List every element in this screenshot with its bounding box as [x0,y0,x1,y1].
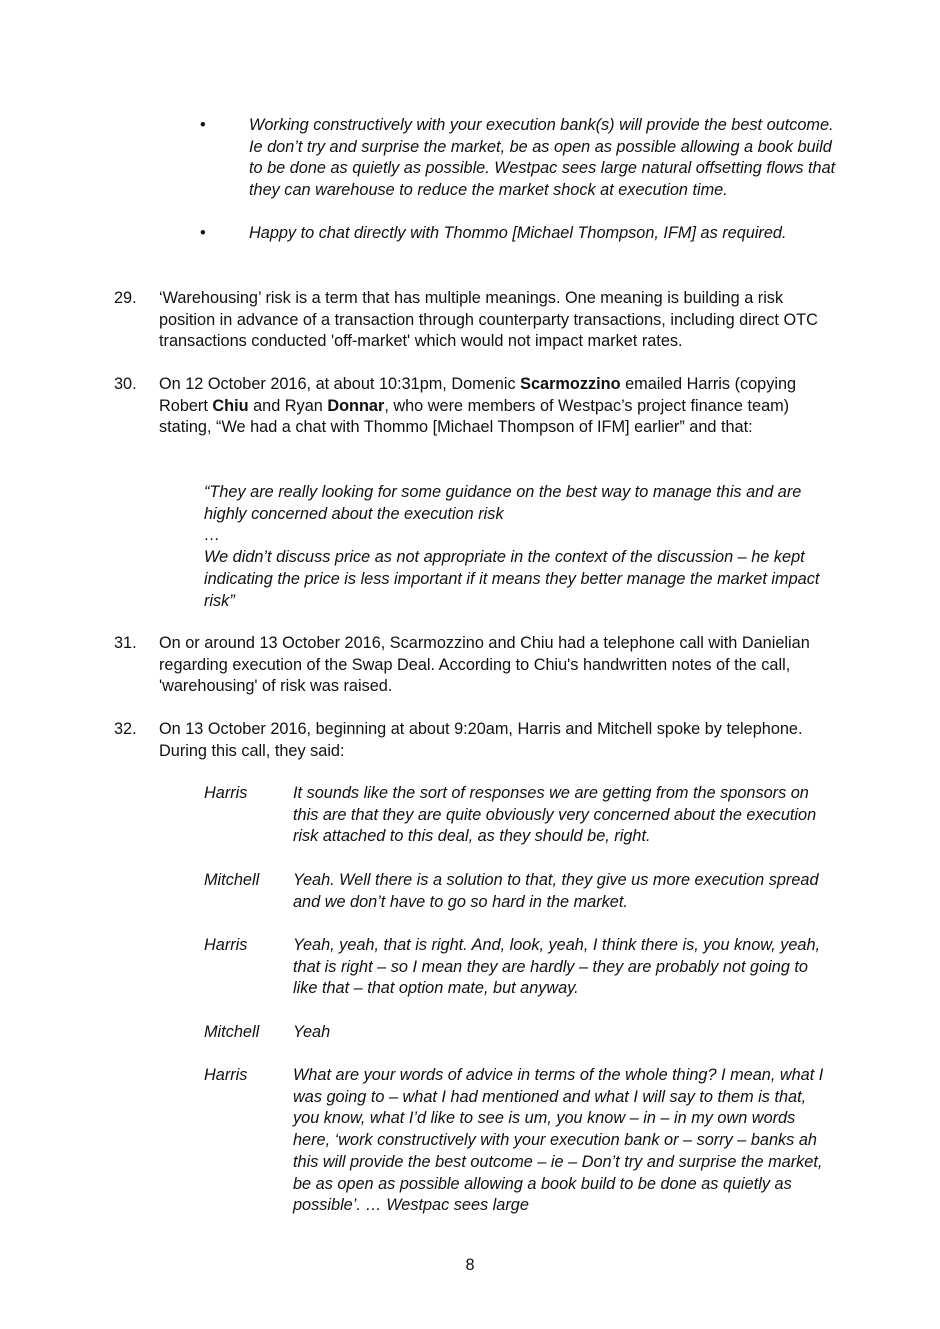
bold-name: Scarmozzino [520,375,621,393]
text-run: On 12 October 2016, at about 10:31pm, Domenic [159,375,521,393]
paragraph-text [159,374,834,439]
paragraph-text: ‘Warehousing’ risk is a term that has multiple meanings. One meaning is building a risk position in advance of a transaction through counterparty transactions, including direct OTC transactions conducted 'off-market' which would not impact market rates. [159,289,818,351]
speaker-name: Harris [204,784,248,802]
text-run: emailed Harris (copying Robert [159,375,797,415]
utterance: What are your words of advice in terms of the whole thing? I mean, what I was going to – what I had mentioned and what I will say to them is that, you know, what I’d like to see is um, you know – in – in my own words here, ‘work constructively with your execution bank or – sorry – banks ah this will provide the best outcome – ie – Don’t try and surprise the market, be as open as possible allowing a book build to be done as quietly as possible’. … Westpac sees large [293,1066,824,1215]
paragraph-32 [114,719,834,762]
transcript-turn [204,870,834,913]
bold-name: Chiu [212,396,249,415]
utterance: Yeah [293,1022,331,1041]
bullet-symbol: • [200,116,206,134]
bullet-item [200,115,840,202]
speaker-name: Mitchell [204,870,260,889]
transcript-turn [204,783,834,848]
paragraph-number: 32. [114,720,137,738]
paragraph-31 [114,633,834,698]
paragraph-number: 30. [114,375,137,393]
quote-line: We didn’t discuss price as not appropriate in the context of the discussion – he kept indicating the price is less important if it means they better manage the market impact risk” [204,548,820,610]
speaker-name: Harris [204,935,248,954]
paragraph-29 [114,288,834,353]
paragraph-text: On 13 October 2016, beginning at about 9:20am, Harris and Mitchell spoke by telephone. During this call, they said: [159,720,803,760]
bullet-symbol: • [200,223,206,242]
bold-name: Donnar [327,396,385,415]
quote-line: “They are really looking for some guidance on the best way to manage this and are highly concerned about the execution risk [204,483,802,523]
transcript-turn [204,1022,834,1044]
paragraph-30 [114,374,834,439]
text-run: and Ryan [248,396,328,415]
call-transcript [204,783,834,1217]
utterance: Yeah, yeah, that is right. And, look, yeah, I think there is, you know, yeah, that is right – so I mean they are hardly – they are probably not going to like that – that option mate, but anyway. [293,935,821,998]
page-number: 8 [465,1256,475,1274]
utterance: It sounds like the sort of responses we are getting from the sponsors on this are that they are quite obviously very concerned about the execution risk attached to this deal, as they should be, right. [293,784,817,846]
paragraph-text: On or around 13 October 2016, Scarmozzino and Chiu had a telephone call with Danielian regarding execution of the Swap Deal. According to Chiu's handwritten notes of the call, 'warehousing' of risk was raised. [159,634,810,696]
transcript-turn [204,935,834,1000]
speaker-name: Mitchell [204,1022,260,1041]
transcript-turn [204,1065,834,1217]
bullet-item [200,223,840,245]
bullet-text: Happy to chat directly with Thommo [Michael Thompson, IFM] as required. [249,223,787,242]
text-run: , who were members of Westpac’s project finance team) stating, “We had a chat with Thommo [Michael Thompson of IFM] earlier” and that: [159,396,790,437]
utterance: Yeah. Well there is a solution to that, they give us more execution spread and we don’t have to go so hard in the market. [293,870,819,911]
bullet-list [200,115,840,245]
paragraph-number: 29. [114,289,137,307]
email-quote [204,482,824,612]
quote-ellipsis: … [204,526,221,545]
speaker-name: Harris [204,1066,248,1085]
bullet-text: Working constructively with your execution bank(s) will provide the best outcome. Ie don’t try and surprise the market, be as open as possible allowing a book build to be done as quietly as possible. Westpac sees large natural offsetting flows that they can warehouse to reduce the market shock at execution time. [249,116,836,200]
paragraph-number: 31. [114,634,137,652]
